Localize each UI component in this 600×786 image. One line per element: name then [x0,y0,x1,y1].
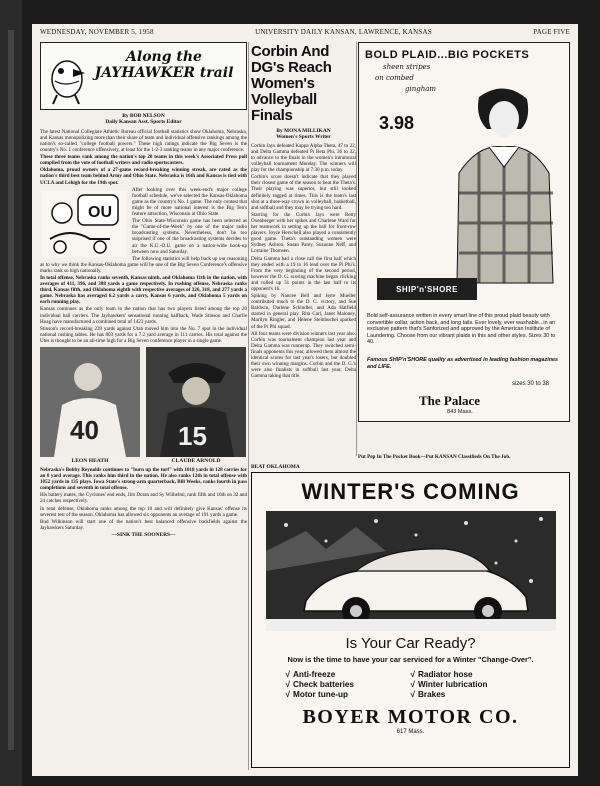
player-photos [40,347,247,464]
ad-box [358,42,570,422]
ad-body: Bold self-assurance written in every smart line of this proud plaid beauty with convertible collar, action back, and long tails. Ever lovely, ever washable...in an exclusive pattern that's Sanforized and approved by the American Institute of Laundering. Choose from our vibrant plaids in this and other styles. Sizes 30 to 40. [367,313,556,346]
paragraph: Stinson's record-breaking 239 yards against Utah moved him into the No. 7 spot in the individual national rushing tables. He has 803 yards for a 7.2 yard average in 111 carries. His total against the Utes is thought to be an all-time high for a Big Seven conference player in a single game. [40,325,247,344]
service-item: √ Motor tune-up [285,690,349,699]
paragraph: Starring for the Corbin Jays were Betty Oxenberger with her spikes and Charlene Ward for her teamwork in setting up the ball for front-row players. Joyce Herschell also played a consistently good game. Theta's outstanding women were Sydney Ashton, Susan Parey, Suzanne Neff, and Lorraine Thomsen. [251,211,356,255]
services-list [286,670,536,700]
svg-text:40: 40 [70,415,99,445]
paragraph: Corbin Jays defeated Kappa Alpha Theta, 47 to 22, and Delta Gamma defeated Pi Beta Phi, 36 to 32, to advance to the finals in the women's intramural volleyball tournament Monday. The winners will play for the championship at 7:30 p.m. today. [251,142,356,174]
ou-cartoon-icon [40,189,128,259]
check-icon: √ [410,690,415,699]
byline: By MONA MILLIKAN [276,128,331,134]
ad-subline: on combed [375,74,414,82]
svg-text:OU: OU [88,203,112,221]
player-image-heath [40,347,140,457]
article-headline: Corbin And DG's Reach Women's Volleyball Finals [251,43,332,124]
player-photo [40,347,140,464]
dealer-address: 617 Mass. [396,729,425,735]
paragraph: Nebraska's Bobby Reynolds continues to "burn up the turf" with 1018 yards in 128 carries for an 8 yard average. This ranks him third in the nation. He also ranks 12th in total offense with 1052 yards in 135 plays. Iowa State's strong-arm quarterback, Bill Weeks, ranks fourth in pass completions and seventh in total offense. [40,467,247,492]
paragraph: The following statistics will help back up our reasoning as to why we think the Kansas-Oklahoma game will be one of the Big Seven Conference's offensive marks rank so high nationally. [40,255,247,274]
beat-oklahoma: BEAT OKLAHOMA [251,464,300,470]
palace-ad [358,42,570,452]
player-photo [146,347,246,464]
column-logo [40,42,247,110]
snowy-car-illustration [266,511,556,631]
check-icon: √ [285,690,290,699]
paragraph: In total defense, Oklahoma ranks among the top 10 and will definitely give Kansas' offense its severest test of the season. Oklahoma has allowed six opponents an average of 191 yards a game. [40,505,247,518]
binding-strip [8,30,14,750]
paragraph: The Ohio State-Wisconsin game has been selected as the "Game-of-the-Week" by one of the major radio broadcasting systems. Nevertheless, don't be too surprised if one of the broadcasting systems decides to air the K.U.-O.U. game on a nation-wide hook-up between now and Saturday. [132,218,247,255]
check-icon: √ [285,680,290,689]
byline: By BOB NELSON [122,113,165,119]
service-item: √ Winter lubrication [410,680,488,689]
paragraph: Kansas continues as the only team in the nation that has two players listed among the top 20 individual ball carriers. The Jayhawkers' sensational running halfback, Wade Stinson and Charlie Hoag have manufactured a combined total of 1423 yards. [40,306,247,325]
paragraph: Corbin's score doesn't indicate that they played their closest game of the season to beat the Theta's. Their playing was superior, but still looked definitely ragged at times. This is the team's last shot at a three-way crown in volleyball, basketball, and softball and they may be trying too hard. [251,174,356,211]
ad-price: 3.98 [379,113,415,133]
paragraph: Spiking by Nancee Bell and Jerre Mueller contributed much to the D. G. victory, and Sue Baldwin, Darlene Schindler, and Ada Hatfield starred in general play. Rita Carl, Janet Maloney, Marilyn Ringler, and Helene Steinbuchel sparked of the Pi Phi squad. [251,293,356,330]
paragraph: All four teams were division winners last year also. Corbin was tournament champion last year and Delta Gamma was runnerup. They switched semi-finals opponents this year, allowed them almost the identical scores for last year's losers, but doubled their own winning margins. Corbin and the D. G.'s were also finalists in softball last year, Delta Gamma taking that title. [251,330,356,380]
paragraph: Oklahoma, proud owners of a 27-game record-breaking winning streak, are rated as the nation's third best team behind Army and Ohio State. Nebraska is 16th and Kansas is tied with UCLA and Lehigh for the 19th spot. [40,167,247,186]
check-icon: √ [285,670,290,679]
ad-question: Is Your Car Ready? [345,635,476,652]
boyer-motor-ad [251,472,570,768]
ad-subline: Now is the time to have your car serviced for a Winter "Change-Over". [287,655,534,664]
store-name: The Palace [419,393,481,408]
column-rule [356,42,357,456]
paragraph: Bud Wilkinson will start one of the nation's best balanced offensive backfields against the Jayhawkers Saturday. [40,518,247,531]
ad-famous-line: Famous SHIP'n'SHORE quality as advertised in leading fashion magazines and LIFE. [367,357,558,370]
store-address: 843 Mass. [447,409,473,415]
paragraph: Delta Gamma had a close call the first half which they ended with a 19 to 16 lead over the Pi Phi's. From the very beginning of the second period, however the D. G. scoring machine began clicking and rolled up 31 points in the last half to its opponent's 16. [251,255,356,292]
player-image-arnold [146,347,246,457]
dealer-name: BOYER MOTOR CO. [302,706,519,728]
brand-tag: SHIP'n'SHORE [377,278,477,300]
ad-sizes: sizes 30 to 38 [511,381,549,387]
column-title: Along the JAYHAWKER trail [94,49,234,81]
paragraph: These three teams rank among the nation's top 20 teams in this week's Associated Press poll compiled from the vote of football writers and radio sportscasters. [40,154,247,167]
ad-headline: BOLD PLAID...BIG POCKETS [365,49,530,61]
byline-role: Women's Sports Writer [276,134,331,141]
page-binding [0,0,22,786]
service-item: √ Check batteries [285,680,354,689]
photo-caption: LEON HEATH [71,458,109,464]
jayhawk-icon [45,51,87,106]
byline-role: Daily Kansan Asst. Sports Editor [105,119,182,126]
check-icon: √ [410,670,415,679]
ad-subline: sheen stripes [383,63,431,71]
ad-subline: gingham [405,85,437,93]
signoff: —SINK THE SOONERS— [111,531,176,538]
service-item: √ Anti-freeze [285,670,336,679]
service-item: √ Radiator hose [410,670,473,679]
sports-column [40,42,247,770]
paragraph: After looking over this week-end's major college football schedule, we've selected the Kansas-Oklahoma game as the country's No. 1 game. The only contest that might be of more national interest is the Big Ten's feature attraction, Wisconsin at Ohio State. [132,186,247,218]
paragraph: His battery mates, the Cyclones' end ends, Jim Doran and Sy Wilhelmi, rank fifth and 16th on 32 and 24 catches respectively. [40,492,247,505]
column-rule [248,42,249,770]
volleyball-article [251,42,356,462]
newspaper-page [32,24,578,776]
header-date: WEDNESDAY, NOVEMBER 5, 1958 [40,28,154,36]
header-page: PAGE FIVE [533,28,570,36]
photo-caption: CLAUDE ARNOLD [171,458,221,464]
paragraph: The latest National Collegiate Athletic Bureau official football statistics show Oklahoma, Nebraska, and Kansas monopolizing more than their share of team and individual offensive rankings among the nation's so-called "college football powers." These high ratings indicate the Big Seven is the country's No. 1 conference offensively, at least for the 1-2-3 ranking teams in any major conference. [40,128,247,154]
page-header [40,28,570,40]
check-icon: √ [410,680,415,689]
service-item: √ Brakes [410,690,446,699]
header-paper: UNIVERSITY DAILY KANSAN, LAWRENCE, KANSAS [255,28,432,36]
svg-text:15: 15 [178,421,207,451]
ad-headline: WINTER'S COMING [301,479,520,504]
classifieds-promo: Put Pep In The Pocket Book—Put KANSAN Classifieds On The Job. [358,454,511,460]
paragraph: In total offense, Nebraska ranks seventh, Kansas ninth, and Oklahoma 11th in the nation, with averages of 411, 396, and 388 yards a game respectively. In rushing offense, Nebraska ranks third, Kansas fifth, and Oklahoma eighth with respective averages of 326, 318, and 277 yards a game. Nebraska has averaged 6.2 yards a carry, Kansas 6 yards, and Oklahoma 5 yards on each running play. [40,274,247,306]
